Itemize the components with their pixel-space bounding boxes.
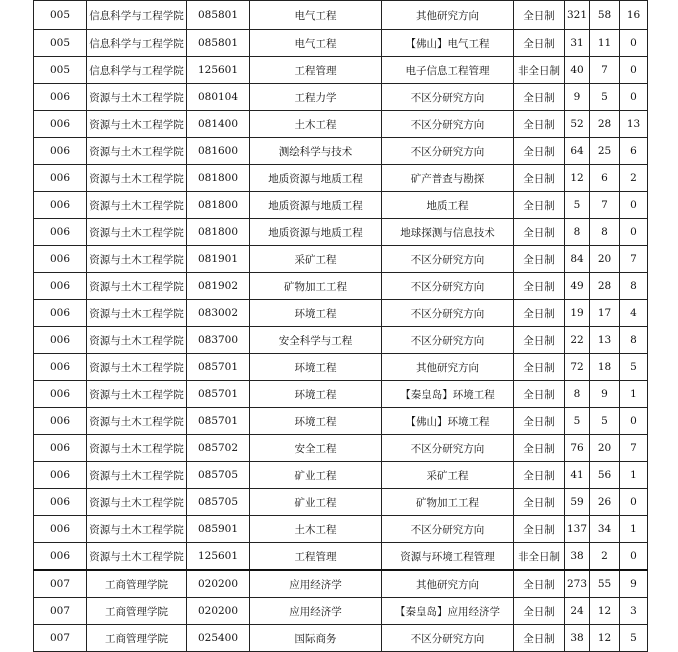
admitted-cell: 11 — [590, 30, 620, 57]
table-row — [34, 543, 648, 571]
major-name-cell: 矿物加工工程 — [250, 273, 382, 300]
study-mode-cell: 全日制 — [514, 84, 565, 111]
research-direction-cell: 【佛山】环境工程 — [382, 408, 514, 435]
table-row — [34, 192, 648, 219]
major-name-cell: 地质资源与地质工程 — [250, 192, 382, 219]
admitted-cell: 25 — [590, 138, 620, 165]
major-name-cell: 安全工程 — [250, 435, 382, 462]
college-code-cell: 006 — [34, 462, 87, 489]
college-name-cell: 资源与土木工程学院 — [87, 327, 187, 354]
major-code-cell: 085901 — [187, 516, 250, 543]
exempt-cell: 4 — [620, 300, 648, 327]
major-code-cell: 081800 — [187, 192, 250, 219]
exempt-cell: 8 — [620, 273, 648, 300]
admitted-cell: 28 — [590, 273, 620, 300]
research-direction-cell: 地球探测与信息技术 — [382, 219, 514, 246]
major-code-cell: 085701 — [187, 354, 250, 381]
applicants-cell: 64 — [565, 138, 590, 165]
research-direction-cell: 不区分研究方向 — [382, 111, 514, 138]
study-mode-cell: 全日制 — [514, 489, 565, 516]
applicants-cell: 9 — [565, 84, 590, 111]
research-direction-cell: 其他研究方向 — [382, 1, 514, 30]
admitted-cell: 12 — [590, 625, 620, 652]
major-code-cell: 025400 — [187, 625, 250, 652]
major-code-cell: 083002 — [187, 300, 250, 327]
exempt-cell: 6 — [620, 138, 648, 165]
college-name-cell: 资源与土木工程学院 — [87, 219, 187, 246]
major-code-cell: 085701 — [187, 381, 250, 408]
table-row — [34, 30, 648, 57]
research-direction-cell: 不区分研究方向 — [382, 300, 514, 327]
college-name-cell: 工商管理学院 — [87, 625, 187, 652]
study-mode-cell: 全日制 — [514, 165, 565, 192]
admitted-cell: 20 — [590, 435, 620, 462]
study-mode-cell: 全日制 — [514, 435, 565, 462]
admitted-cell: 18 — [590, 354, 620, 381]
applicants-cell: 5 — [565, 408, 590, 435]
study-mode-cell: 全日制 — [514, 246, 565, 273]
research-direction-cell: 【秦皇岛】应用经济学 — [382, 598, 514, 625]
college-name-cell: 资源与土木工程学院 — [87, 435, 187, 462]
study-mode-cell: 全日制 — [514, 381, 565, 408]
research-direction-cell: 电子信息工程管理 — [382, 57, 514, 84]
admitted-cell: 7 — [590, 192, 620, 219]
table-row — [34, 381, 648, 408]
admitted-cell: 34 — [590, 516, 620, 543]
applicants-cell: 22 — [565, 327, 590, 354]
table-row — [34, 219, 648, 246]
college-code-cell: 005 — [34, 30, 87, 57]
table-row — [34, 273, 648, 300]
table-row — [34, 516, 648, 543]
college-code-cell: 007 — [34, 625, 87, 652]
research-direction-cell: 【秦皇岛】环境工程 — [382, 381, 514, 408]
study-mode-cell: 全日制 — [514, 192, 565, 219]
major-code-cell: 085801 — [187, 30, 250, 57]
major-name-cell: 测绘科学与技术 — [250, 138, 382, 165]
table-row — [34, 84, 648, 111]
study-mode-cell: 非全日制 — [514, 543, 565, 571]
research-direction-cell: 资源与环境工程管理 — [382, 543, 514, 571]
college-code-cell: 006 — [34, 516, 87, 543]
college-code-cell: 007 — [34, 598, 87, 625]
applicants-cell: 72 — [565, 354, 590, 381]
major-code-cell: 085705 — [187, 489, 250, 516]
college-code-cell: 006 — [34, 138, 87, 165]
major-code-cell: 085705 — [187, 462, 250, 489]
college-name-cell: 资源与土木工程学院 — [87, 300, 187, 327]
table-row — [34, 111, 648, 138]
research-direction-cell: 采矿工程 — [382, 462, 514, 489]
study-mode-cell: 全日制 — [514, 408, 565, 435]
exempt-cell: 7 — [620, 246, 648, 273]
study-mode-cell: 全日制 — [514, 598, 565, 625]
college-code-cell: 006 — [34, 165, 87, 192]
study-mode-cell: 全日制 — [514, 625, 565, 652]
major-name-cell: 应用经济学 — [250, 570, 382, 598]
study-mode-cell: 全日制 — [514, 570, 565, 598]
major-code-cell: 081400 — [187, 111, 250, 138]
college-code-cell: 006 — [34, 300, 87, 327]
college-code-cell: 006 — [34, 273, 87, 300]
research-direction-cell: 矿物加工工程 — [382, 489, 514, 516]
exempt-cell: 1 — [620, 516, 648, 543]
applicants-cell: 52 — [565, 111, 590, 138]
college-code-cell: 006 — [34, 111, 87, 138]
college-code-cell: 006 — [34, 219, 87, 246]
college-name-cell: 资源与土木工程学院 — [87, 462, 187, 489]
major-name-cell: 矿业工程 — [250, 489, 382, 516]
applicants-cell: 8 — [565, 219, 590, 246]
major-name-cell: 土木工程 — [250, 111, 382, 138]
research-direction-cell: 不区分研究方向 — [382, 138, 514, 165]
exempt-cell: 5 — [620, 625, 648, 652]
exempt-cell: 3 — [620, 598, 648, 625]
admitted-cell: 26 — [590, 489, 620, 516]
major-name-cell: 地质资源与地质工程 — [250, 219, 382, 246]
table-row — [34, 408, 648, 435]
applicants-cell: 5 — [565, 192, 590, 219]
admitted-cell: 7 — [590, 57, 620, 84]
applicants-cell: 76 — [565, 435, 590, 462]
research-direction-cell: 其他研究方向 — [382, 354, 514, 381]
exempt-cell: 2 — [620, 165, 648, 192]
major-name-cell: 安全科学与工程 — [250, 327, 382, 354]
exempt-cell: 0 — [620, 408, 648, 435]
research-direction-cell: 矿产普查与勘探 — [382, 165, 514, 192]
major-name-cell: 电气工程 — [250, 1, 382, 30]
admitted-cell: 28 — [590, 111, 620, 138]
study-mode-cell: 全日制 — [514, 273, 565, 300]
study-mode-cell: 全日制 — [514, 327, 565, 354]
exempt-cell: 0 — [620, 219, 648, 246]
college-name-cell: 资源与土木工程学院 — [87, 354, 187, 381]
table-row — [34, 354, 648, 381]
applicants-cell: 41 — [565, 462, 590, 489]
admitted-cell: 9 — [590, 381, 620, 408]
college-name-cell: 资源与土木工程学院 — [87, 381, 187, 408]
college-name-cell: 资源与土木工程学院 — [87, 543, 187, 571]
college-name-cell: 资源与土木工程学院 — [87, 246, 187, 273]
exempt-cell: 0 — [620, 192, 648, 219]
exempt-cell: 0 — [620, 30, 648, 57]
exempt-cell: 7 — [620, 435, 648, 462]
applicants-cell: 40 — [565, 57, 590, 84]
major-code-cell: 085702 — [187, 435, 250, 462]
college-name-cell: 资源与土木工程学院 — [87, 138, 187, 165]
table-row — [34, 57, 648, 84]
research-direction-cell: 不区分研究方向 — [382, 84, 514, 111]
applicants-cell: 31 — [565, 30, 590, 57]
major-code-cell: 020200 — [187, 598, 250, 625]
applicants-cell: 12 — [565, 165, 590, 192]
admitted-cell: 5 — [590, 408, 620, 435]
research-direction-cell: 不区分研究方向 — [382, 516, 514, 543]
major-name-cell: 工程管理 — [250, 543, 382, 571]
study-mode-cell: 全日制 — [514, 219, 565, 246]
college-code-cell: 006 — [34, 489, 87, 516]
college-code-cell: 006 — [34, 354, 87, 381]
college-name-cell: 工商管理学院 — [87, 598, 187, 625]
applicants-cell: 49 — [565, 273, 590, 300]
applicants-cell: 137 — [565, 516, 590, 543]
college-name-cell: 资源与土木工程学院 — [87, 273, 187, 300]
admissions-statistics-table — [33, 0, 648, 652]
exempt-cell: 1 — [620, 462, 648, 489]
major-code-cell: 081800 — [187, 165, 250, 192]
college-name-cell: 资源与土木工程学院 — [87, 489, 187, 516]
major-code-cell: 085801 — [187, 1, 250, 30]
research-direction-cell: 不区分研究方向 — [382, 327, 514, 354]
major-code-cell: 125601 — [187, 543, 250, 571]
research-direction-cell: 不区分研究方向 — [382, 625, 514, 652]
applicants-cell: 19 — [565, 300, 590, 327]
study-mode-cell: 全日制 — [514, 354, 565, 381]
study-mode-cell: 全日制 — [514, 300, 565, 327]
applicants-cell: 24 — [565, 598, 590, 625]
exempt-cell: 0 — [620, 57, 648, 84]
research-direction-cell: 【佛山】电气工程 — [382, 30, 514, 57]
exempt-cell: 0 — [620, 543, 648, 571]
table-row — [34, 165, 648, 192]
admitted-cell: 56 — [590, 462, 620, 489]
major-name-cell: 矿业工程 — [250, 462, 382, 489]
table-row — [34, 246, 648, 273]
major-name-cell: 地质资源与地质工程 — [250, 165, 382, 192]
exempt-cell: 8 — [620, 327, 648, 354]
research-direction-cell: 地质工程 — [382, 192, 514, 219]
college-code-cell: 005 — [34, 1, 87, 30]
exempt-cell: 5 — [620, 354, 648, 381]
exempt-cell: 16 — [620, 1, 648, 30]
major-code-cell: 081901 — [187, 246, 250, 273]
major-name-cell: 采矿工程 — [250, 246, 382, 273]
table-row — [34, 625, 648, 652]
college-code-cell: 006 — [34, 381, 87, 408]
major-code-cell: 081800 — [187, 219, 250, 246]
college-name-cell: 资源与土木工程学院 — [87, 111, 187, 138]
college-code-cell: 007 — [34, 570, 87, 598]
table-row — [34, 570, 648, 598]
admitted-cell: 58 — [590, 1, 620, 30]
table-row — [34, 138, 648, 165]
research-direction-cell: 不区分研究方向 — [382, 435, 514, 462]
exempt-cell: 1 — [620, 381, 648, 408]
applicants-cell: 38 — [565, 543, 590, 571]
exempt-cell: 0 — [620, 489, 648, 516]
college-name-cell: 工商管理学院 — [87, 570, 187, 598]
major-name-cell: 工程管理 — [250, 57, 382, 84]
study-mode-cell: 非全日制 — [514, 57, 565, 84]
college-name-cell: 信息科学与工程学院 — [87, 57, 187, 84]
major-name-cell: 应用经济学 — [250, 598, 382, 625]
major-name-cell: 工程力学 — [250, 84, 382, 111]
major-code-cell: 125601 — [187, 57, 250, 84]
major-name-cell: 土木工程 — [250, 516, 382, 543]
table-row — [34, 489, 648, 516]
college-name-cell: 资源与土木工程学院 — [87, 84, 187, 111]
applicants-cell: 38 — [565, 625, 590, 652]
admitted-cell: 20 — [590, 246, 620, 273]
admitted-cell: 5 — [590, 84, 620, 111]
admitted-cell: 6 — [590, 165, 620, 192]
table-row — [34, 300, 648, 327]
research-direction-cell: 不区分研究方向 — [382, 273, 514, 300]
college-code-cell: 006 — [34, 192, 87, 219]
college-code-cell: 006 — [34, 246, 87, 273]
study-mode-cell: 全日制 — [514, 516, 565, 543]
college-name-cell: 信息科学与工程学院 — [87, 1, 187, 30]
applicants-cell: 84 — [565, 246, 590, 273]
table-row — [34, 435, 648, 462]
major-name-cell: 环境工程 — [250, 354, 382, 381]
study-mode-cell: 全日制 — [514, 1, 565, 30]
college-name-cell: 信息科学与工程学院 — [87, 30, 187, 57]
study-mode-cell: 全日制 — [514, 138, 565, 165]
research-direction-cell: 不区分研究方向 — [382, 246, 514, 273]
major-code-cell: 081902 — [187, 273, 250, 300]
table-row — [34, 327, 648, 354]
major-code-cell: 083700 — [187, 327, 250, 354]
research-direction-cell: 其他研究方向 — [382, 570, 514, 598]
major-code-cell: 081600 — [187, 138, 250, 165]
applicants-cell: 59 — [565, 489, 590, 516]
major-name-cell: 环境工程 — [250, 381, 382, 408]
exempt-cell: 13 — [620, 111, 648, 138]
exempt-cell: 9 — [620, 570, 648, 598]
admitted-cell: 55 — [590, 570, 620, 598]
college-code-cell: 005 — [34, 57, 87, 84]
college-name-cell: 资源与土木工程学院 — [87, 165, 187, 192]
admitted-cell: 2 — [590, 543, 620, 571]
college-code-cell: 006 — [34, 408, 87, 435]
major-code-cell: 020200 — [187, 570, 250, 598]
college-code-cell: 006 — [34, 84, 87, 111]
college-code-cell: 006 — [34, 543, 87, 571]
study-mode-cell: 全日制 — [514, 462, 565, 489]
study-mode-cell: 全日制 — [514, 30, 565, 57]
applicants-cell: 321 — [565, 1, 590, 30]
table-row — [34, 462, 648, 489]
major-code-cell: 080104 — [187, 84, 250, 111]
major-name-cell: 环境工程 — [250, 408, 382, 435]
college-name-cell: 资源与土木工程学院 — [87, 192, 187, 219]
applicants-cell: 8 — [565, 381, 590, 408]
admitted-cell: 12 — [590, 598, 620, 625]
major-name-cell: 国际商务 — [250, 625, 382, 652]
table-row — [34, 598, 648, 625]
applicants-cell: 273 — [565, 570, 590, 598]
college-code-cell: 006 — [34, 435, 87, 462]
table-body — [34, 1, 648, 652]
college-name-cell: 资源与土木工程学院 — [87, 408, 187, 435]
college-code-cell: 006 — [34, 327, 87, 354]
admitted-cell: 13 — [590, 327, 620, 354]
major-code-cell: 085701 — [187, 408, 250, 435]
major-name-cell: 环境工程 — [250, 300, 382, 327]
exempt-cell: 0 — [620, 84, 648, 111]
college-name-cell: 资源与土木工程学院 — [87, 516, 187, 543]
table-row — [34, 1, 648, 30]
study-mode-cell: 全日制 — [514, 111, 565, 138]
major-name-cell: 电气工程 — [250, 30, 382, 57]
admitted-cell: 8 — [590, 219, 620, 246]
admitted-cell: 17 — [590, 300, 620, 327]
